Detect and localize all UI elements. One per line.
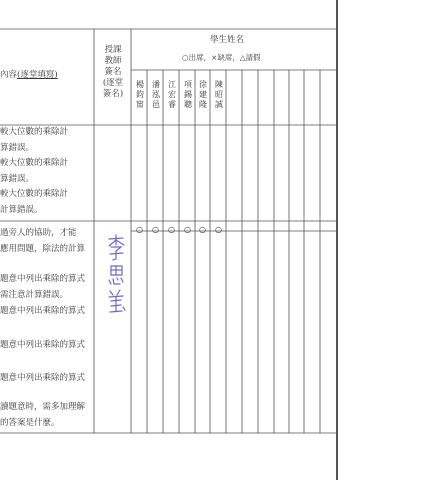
content-column-note: (逐堂填寫) xyxy=(17,70,58,80)
content-line: 的答案是什麼。 xyxy=(0,418,60,428)
students-title: 學生姓名 xyxy=(210,35,245,45)
teacher-header-line: 教師 xyxy=(104,56,122,66)
student-name: 潘泓邑 xyxy=(152,80,160,109)
content-line: 計算錯誤。 xyxy=(0,205,43,215)
content-line: 讀題意時，需多加理解 xyxy=(0,402,86,412)
content-row xyxy=(0,127,68,154)
content-line: 較大位數的乘除計 xyxy=(0,189,69,199)
attendance-mark: ○ xyxy=(184,225,191,234)
content-line: 題意中列出乘除的算式 xyxy=(0,274,86,284)
student-name: 徐建隆 xyxy=(199,80,207,109)
content-line: 應用問題，除法的計算 xyxy=(0,244,86,254)
content-line: 過旁人的協助，才能 xyxy=(0,228,77,238)
attendance-legend: ○出席，×缺席，△請假 xyxy=(182,53,261,62)
teacher-signature xyxy=(103,233,129,323)
content-row xyxy=(0,158,68,185)
content-line: 算錯誤。 xyxy=(0,143,35,153)
teacher-column-header xyxy=(100,45,126,100)
student-name: 江宏睿 xyxy=(168,80,176,109)
teacher-header-line: 授課 xyxy=(104,45,122,55)
student-name: 楊鈞甯 xyxy=(136,80,144,109)
page-edge xyxy=(336,0,338,480)
attendance-mark: ○ xyxy=(168,225,175,234)
content-line: 算錯誤。 xyxy=(0,174,35,184)
content-line: 題意中列出乘除的算式 xyxy=(0,373,86,383)
student-name: 項錫聰 xyxy=(184,80,192,109)
teacher-header-line: 簽名) xyxy=(102,89,124,99)
attendance-mark: ○ xyxy=(199,225,206,234)
content-row xyxy=(0,402,85,429)
teacher-header-line: 簽名 xyxy=(104,67,122,77)
content-row xyxy=(0,228,85,255)
content-line: 較大位數的乘除計 xyxy=(0,127,69,137)
content-row xyxy=(0,373,85,384)
student-name: 陳昭誠 xyxy=(215,80,223,109)
content-row xyxy=(0,306,85,317)
teacher-header-line: (逐堂 xyxy=(102,78,124,88)
content-line: 需注意計算錯誤。 xyxy=(0,290,69,300)
content-column-label: 內容 xyxy=(0,70,18,80)
content-line: 較大位數的乘除計 xyxy=(0,158,69,168)
content-row xyxy=(0,189,68,216)
content-line: 題意中列出乘除的算式 xyxy=(0,340,86,350)
content-row xyxy=(0,340,85,351)
attendance-mark: ○ xyxy=(136,225,143,234)
attendance-mark: ○ xyxy=(215,225,222,234)
attendance-mark: ○ xyxy=(152,225,159,234)
content-row xyxy=(0,274,85,301)
content-line: 題意中列出乘除的算式 xyxy=(0,306,86,316)
content-column-header xyxy=(0,70,58,81)
